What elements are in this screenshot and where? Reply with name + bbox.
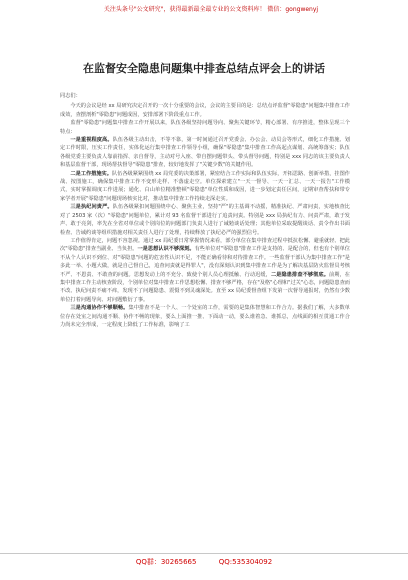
problem-two-text: 前期，在集中排查工作主动核查阶段，个别单位对集中排查工作思想松懈、排查不够严格，存在"及格"心理和"过关"心态，问题隐患查而不改、执纪问责不痛不痒，发现不了问题隐患、震慑不到灵魂深处。直至 xx 局纪委督查组下发第一次督导通报时，仍然有少数单位打着问题导向、对问题敷衍了事。 bbox=[60, 271, 350, 303]
problem-three-text: 集中排查不是一个人、一个处室的工作，需要的是集体智慧和工作合力。据我们了解，大多数单位存在处室之间沟通不顺、协作不畅的现象，要么上面推一推、下面动一动，要么谁着急、谁抓总，点线面的相互贯通工作合力尚未完全形成，一定程度上降低了工作标准，影响了工 bbox=[60, 305, 350, 328]
problem-one-heading: 一是思想认识不够深刻。 bbox=[137, 246, 195, 253]
point-two-text: 队伍各级紧紧围绕 xx 局党委的决策部署，紧密结合工作实际和队伍实际，开拓思路、创新举措，挂图作战、按图施工，确保集中排查工作不变形走样、不落虚走空。单位探索建立"一天一督导、一天一汇总、一天一报告"工作模式，实时掌握调度工作进展；通化、白山单位精准整顿"零隐患"单位性质和成因，进一步划定责任区间，定期审查帮扶和带专家学者开展"零隐患"问题现场核实比对，推动集中排查工作持续走深走实。 bbox=[60, 170, 350, 202]
footer-divider bbox=[0, 553, 408, 554]
greeting: 同志们： bbox=[60, 93, 81, 99]
paragraph-point-three bbox=[60, 203, 350, 237]
paragraph-point-one bbox=[60, 136, 350, 170]
point-two-heading: 二是工作措施实。 bbox=[70, 170, 112, 177]
paragraph-point-two bbox=[60, 170, 350, 204]
paragraph-problems bbox=[60, 237, 350, 304]
footer-qq: QQ:535304092 bbox=[218, 558, 273, 566]
point-one-text: 队伍各级主动出击，不等不靠，第一时间通过召开党委会、办公会、动员会等形式，细化工作措施、划定工作时限，压实工作责任，实体化运行集中排查工作领导小组，确保"零隐患"集中排查工作高起点谋划、高统筹落实；队伍各级党委主要负责人靠前指挥、亲自督导，主动对号入座、带自摆问题带头、带头督导问题，特别是 xxx 同志的该主要负责人和基层监督干部，现场帮扶督导"零隐患"排查，较好地发挥了"关键少数"的关键作用。 bbox=[60, 137, 350, 169]
problem-one-text: 有些单位对"零隐患"排查工作是支持的、是配合的，但也有个别单位不从个人认识不到位、对"零隐患"问题的危害性认识不足，不能正确看待和对待排查工作。一些监督干部认为集中排查工作"是多此一举、小题大做，就是自己督自己，追查问责就是得罪人"，没有深刻认识到集中排查工作是为了解决基层防火监督员考核不严、不恩责、不敢查的问题。思想发动上的不充分、致使个别人员心理抵触、行动迟缓， bbox=[60, 246, 350, 278]
point-one-heading: 一是重视程度高。 bbox=[70, 137, 113, 144]
point-three-heading: 三是执纪问责严。 bbox=[70, 204, 113, 211]
problem-two-heading: 二是隐患排查不够彻底。 bbox=[270, 271, 329, 278]
point-three-text: 队伍各级紧扣问题围绕中心、聚焦主业，坚持"严"的主基调不动摇，精准执纪、严肃问责，实地核查比对了 2503 家（次）"零隐患"问题单位，累计对 93 名监督干部进行了追责问责。特别是 xxx 局执纪有力、问责严肃，敢于发声、敢于亮剑，率先在全省对单位或个别岗位的问题部门负责人进行了诫勉谈话处理；其他单位采取提醒谈话、责令作出书面检查、告诫约谈等组织措施对相关责任人进行了处理，持续释放了执纪必严的强烈信号。 bbox=[60, 204, 350, 236]
paragraph-problem-three bbox=[60, 304, 350, 329]
footer-qq-group: QQ群：30265665 bbox=[135, 558, 197, 566]
paragraph-intro: 今天的会议是经 xx 局研究决定召开的一次十分重要的会议，会议的主要目的是：总结点评监督"零隐患"问题集中排查工作成效，查摆剖析"零隐患"问题成因，安排部署下阶段重点工作。 bbox=[60, 103, 350, 118]
problem-three-heading: 三是沟通协作不够顺畅。 bbox=[70, 305, 129, 312]
problems-intro-text: 工作值得肯定，问题不容忽视。通过 xx 局纪委日常掌握情况来看，部分单位在集中排查过程中抵抗松懈、避重就轻、把此次"零隐患"排查当副业、当负担。 bbox=[60, 237, 350, 253]
paragraph-features: 监督"零隐患"问题集中排查工作开展以来，队伍各级坚持问题导向、聚焦关键环节，精心部署、有序推进，整体呈现三个特点： bbox=[60, 120, 350, 135]
promo-banner: 关注头条号"公文研究"，获得最新最全最专业的公文资料库！ 微信：gongwenyj bbox=[92, 4, 330, 16]
page-title: 在监督安全隐患问题集中排查总结点评会上的讲话 bbox=[83, 62, 325, 75]
document-body bbox=[60, 92, 350, 329]
footer bbox=[0, 557, 408, 571]
